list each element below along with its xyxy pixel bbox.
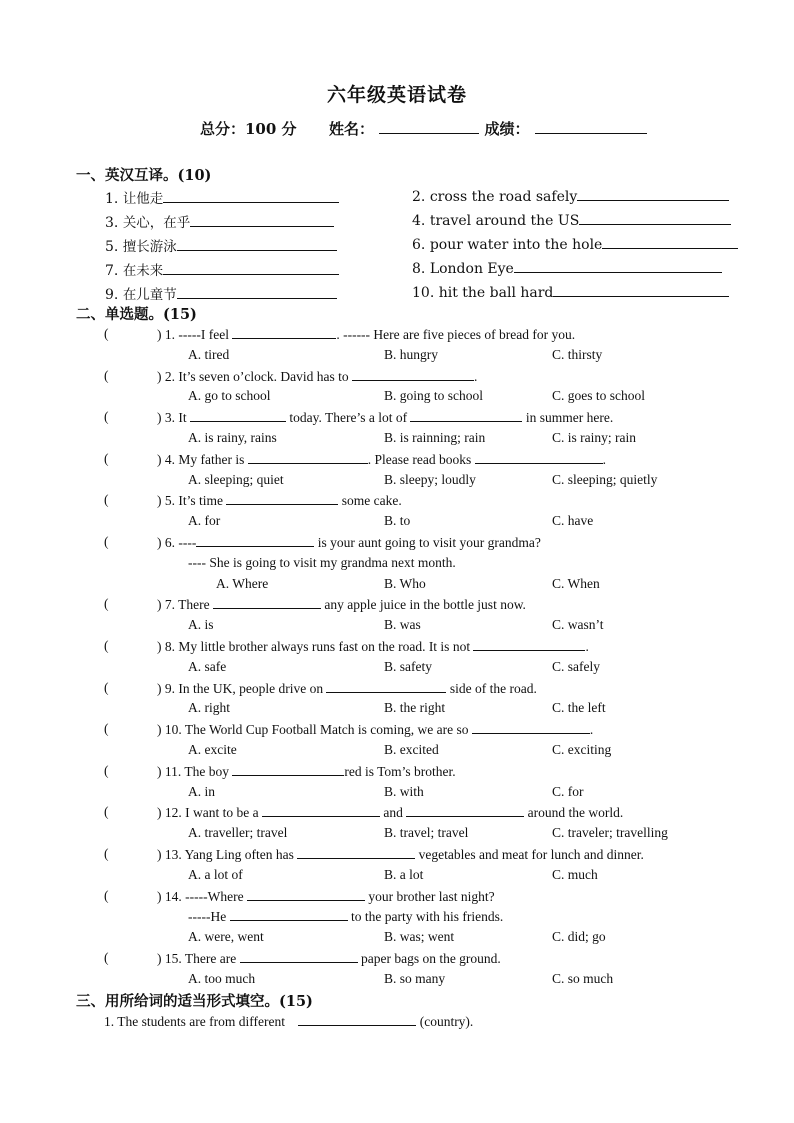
option-b[interactable]: B. travel; travel xyxy=(384,825,469,840)
answer-blank[interactable] xyxy=(163,189,339,203)
answer-blank[interactable] xyxy=(553,283,729,297)
question-5: ) 5. It’s time some cake. xyxy=(157,493,402,508)
question-6: ) 6. ---- is your aunt going to visit your grandma? xyxy=(157,535,541,550)
question-14: ) 14. -----Where your brother last night? xyxy=(157,889,495,904)
question-13: ) 13. Yang Ling often has vegetables and meat for lunch and dinner. xyxy=(157,847,644,862)
option-b[interactable]: B. safety xyxy=(384,659,432,674)
option-a[interactable]: A. too much xyxy=(188,971,256,986)
translation-item xyxy=(105,187,339,207)
item-text: cross the road safely xyxy=(429,189,578,205)
item-number: 9. xyxy=(105,287,119,303)
question-blank[interactable] xyxy=(247,888,365,901)
translation-item xyxy=(105,235,337,255)
answer-blank[interactable] xyxy=(514,259,722,273)
answer-blank[interactable] xyxy=(177,285,337,299)
question-blank[interactable] xyxy=(230,908,348,921)
option-a[interactable]: A. tired xyxy=(188,347,230,362)
item-text: London Eye xyxy=(429,261,514,277)
translation-item xyxy=(412,187,729,205)
answer-paren[interactable]: ( xyxy=(104,596,109,611)
item-number: 5. xyxy=(105,239,119,255)
answer-blank[interactable] xyxy=(177,237,337,251)
answer-blank[interactable] xyxy=(190,213,334,227)
option-b[interactable]: B. hungry xyxy=(384,347,438,362)
option-a[interactable]: A. traveller; travel xyxy=(188,825,288,840)
option-a[interactable]: A. right xyxy=(188,700,230,715)
item-text: pour water into the hole xyxy=(429,237,603,253)
option-a[interactable]: A. for xyxy=(188,513,221,528)
question-blank[interactable] xyxy=(240,950,358,963)
item-text: travel around the US xyxy=(429,213,580,229)
option-c[interactable]: C. did; go xyxy=(552,929,606,944)
answer-paren[interactable]: ( xyxy=(104,680,109,695)
score-blank[interactable] xyxy=(535,119,647,134)
option-b[interactable]: B. sleepy; loudly xyxy=(384,472,476,487)
answer-blank[interactable] xyxy=(577,187,729,201)
question-blank[interactable] xyxy=(297,846,415,859)
question-10: ) 10. The World Cup Football Match is coming, we are so . xyxy=(157,722,594,737)
section-2-heading: 二、单选题。(15) xyxy=(76,306,197,323)
answer-paren[interactable]: ( xyxy=(104,492,109,507)
answer-paren[interactable]: ( xyxy=(104,638,109,653)
answer-paren[interactable]: ( xyxy=(104,534,109,549)
option-a[interactable]: A. Where xyxy=(216,576,269,591)
section-3-heading: 三、用所给词的适当形式填空。(15) xyxy=(76,993,313,1010)
option-c[interactable]: C. much xyxy=(552,867,598,882)
option-c[interactable]: C. wasn’t xyxy=(552,617,604,632)
question-8: ) 8. My little brother always runs fast on the road. It is not . xyxy=(157,639,589,654)
question-blank[interactable] xyxy=(190,409,286,422)
option-c[interactable]: C. so much xyxy=(552,971,614,986)
translation-item xyxy=(105,259,339,279)
option-b[interactable]: B. Who xyxy=(384,576,426,591)
question-blank[interactable] xyxy=(410,409,522,422)
translation-item xyxy=(412,283,729,301)
question-blank[interactable] xyxy=(475,451,603,464)
option-b[interactable]: B. so many xyxy=(384,971,446,986)
answer-paren[interactable]: ( xyxy=(104,451,109,466)
total-score-label: 总分：100 分 xyxy=(200,120,297,138)
question-3: ) 3. It today. There’s a lot of in summer here. xyxy=(157,410,614,425)
question-blank[interactable] xyxy=(262,804,380,817)
option-a[interactable]: A. in xyxy=(188,784,215,799)
item-number: 6. xyxy=(412,237,426,253)
option-b[interactable]: B. with xyxy=(384,784,424,799)
name-label: 姓名： xyxy=(329,120,375,138)
question-blank[interactable] xyxy=(472,721,590,734)
option-b[interactable]: B. a lot xyxy=(384,867,424,882)
option-b[interactable]: B. was; went xyxy=(384,929,455,944)
translation-item xyxy=(105,211,334,231)
option-c[interactable]: C. traveler; travelling xyxy=(552,825,668,840)
question-blank[interactable] xyxy=(326,680,446,693)
question-blank[interactable] xyxy=(213,596,321,609)
item-number: 3. xyxy=(105,215,119,231)
item-number: 10. xyxy=(412,285,435,301)
answer-paren[interactable]: ( xyxy=(104,846,109,861)
option-a[interactable]: A. is rainy, rains xyxy=(188,430,277,445)
question-2: ) 2. It’s seven o’clock. David has to . xyxy=(157,369,478,384)
item-text: 在未来 xyxy=(122,263,164,279)
answer-paren[interactable]: ( xyxy=(104,326,109,341)
item-text: 在儿童节 xyxy=(122,287,177,303)
answer-paren[interactable]: ( xyxy=(104,368,109,383)
translation-item xyxy=(412,235,738,253)
translation-item xyxy=(412,211,731,229)
option-c[interactable]: C. thirsty xyxy=(552,347,603,362)
item-number: 8. xyxy=(412,261,426,277)
option-a[interactable]: A. safe xyxy=(188,659,227,674)
option-c[interactable]: C. for xyxy=(552,784,584,799)
option-c[interactable]: C. is rainy; rain xyxy=(552,430,636,445)
question-blank[interactable] xyxy=(298,1013,416,1026)
section-1-heading: 一、英汉互译。(10) xyxy=(76,167,212,184)
option-c[interactable]: C. have xyxy=(552,513,594,528)
item-text: 让他走 xyxy=(122,191,164,207)
translation-item xyxy=(412,259,722,277)
answer-paren[interactable]: ( xyxy=(104,409,109,424)
question-blank[interactable] xyxy=(226,492,338,505)
option-a[interactable]: A. excite xyxy=(188,742,237,757)
question-blank[interactable] xyxy=(248,451,368,464)
option-a[interactable]: A. go to school xyxy=(188,388,271,403)
translation-item xyxy=(105,283,337,303)
question-4: ) 4. My father is . Please read books . xyxy=(157,452,606,467)
fill-question-1: 1. The students are from different (country). xyxy=(104,1014,474,1029)
option-c[interactable]: C. the left xyxy=(552,700,606,715)
option-c[interactable]: C. sleeping; quietly xyxy=(552,472,658,487)
option-a[interactable]: A. sleeping; quiet xyxy=(188,472,284,487)
option-c[interactable]: C. safely xyxy=(552,659,600,674)
option-b[interactable]: B. excited xyxy=(384,742,439,757)
question-12: ) 12. I want to be a and around the world. xyxy=(157,805,624,820)
page-title: 六年级英语试卷 xyxy=(326,84,467,106)
item-text: 擅长游泳 xyxy=(122,239,177,255)
option-b[interactable]: B. was xyxy=(384,617,421,632)
answer-paren[interactable]: ( xyxy=(104,888,109,903)
option-a[interactable]: A. is xyxy=(188,617,214,632)
question-blank[interactable] xyxy=(196,534,314,547)
question-blank[interactable] xyxy=(406,804,524,817)
option-b[interactable]: B. going to school xyxy=(384,388,484,403)
question-blank[interactable] xyxy=(232,326,336,339)
option-b[interactable]: B. is rainning; rain xyxy=(384,430,486,445)
score-label: 成绩： xyxy=(484,120,530,138)
option-c[interactable]: C. goes to school xyxy=(552,388,645,403)
question-14-reply: -----He to the party with his friends. xyxy=(188,909,504,924)
score-line xyxy=(200,118,647,139)
answer-blank[interactable] xyxy=(163,261,339,275)
question-9: ) 9. In the UK, people drive on side of the road. xyxy=(157,681,537,696)
answer-paren[interactable]: ( xyxy=(104,721,109,736)
question-blank[interactable] xyxy=(232,763,344,776)
question-blank[interactable] xyxy=(352,368,474,381)
option-b[interactable]: B. the right xyxy=(384,700,446,715)
question-15: ) 15. There are paper bags on the ground. xyxy=(157,951,501,966)
question-blank[interactable] xyxy=(473,638,585,651)
item-text: hit the ball hard xyxy=(438,285,554,301)
question-1: ) 1. -----I feel . ------ Here are five pieces of bread for you. xyxy=(157,327,576,342)
option-c[interactable]: C. When xyxy=(552,576,600,591)
item-number: 2. xyxy=(412,189,426,205)
option-c[interactable]: C. exciting xyxy=(552,742,612,757)
item-number: 4. xyxy=(412,213,426,229)
answer-blank[interactable] xyxy=(579,211,731,225)
item-number: 7. xyxy=(105,263,119,279)
answer-paren[interactable]: ( xyxy=(104,804,109,819)
option-a[interactable]: A. were, went xyxy=(188,929,264,944)
question-7: ) 7. There any apple juice in the bottle just now. xyxy=(157,597,526,612)
answer-paren[interactable]: ( xyxy=(104,763,109,778)
answer-paren[interactable]: ( xyxy=(104,950,109,965)
item-number: 1. xyxy=(105,191,119,207)
question-6-reply: ---- She is going to visit my grandma next month. xyxy=(188,555,456,570)
option-b[interactable]: B. to xyxy=(384,513,411,528)
answer-blank[interactable] xyxy=(602,235,738,249)
question-11: ) 11. The boy red is Tom’s brother. xyxy=(157,764,456,779)
option-a[interactable]: A. a lot of xyxy=(188,867,243,882)
item-text: 关心，在乎 xyxy=(122,215,191,231)
name-blank[interactable] xyxy=(379,119,479,134)
